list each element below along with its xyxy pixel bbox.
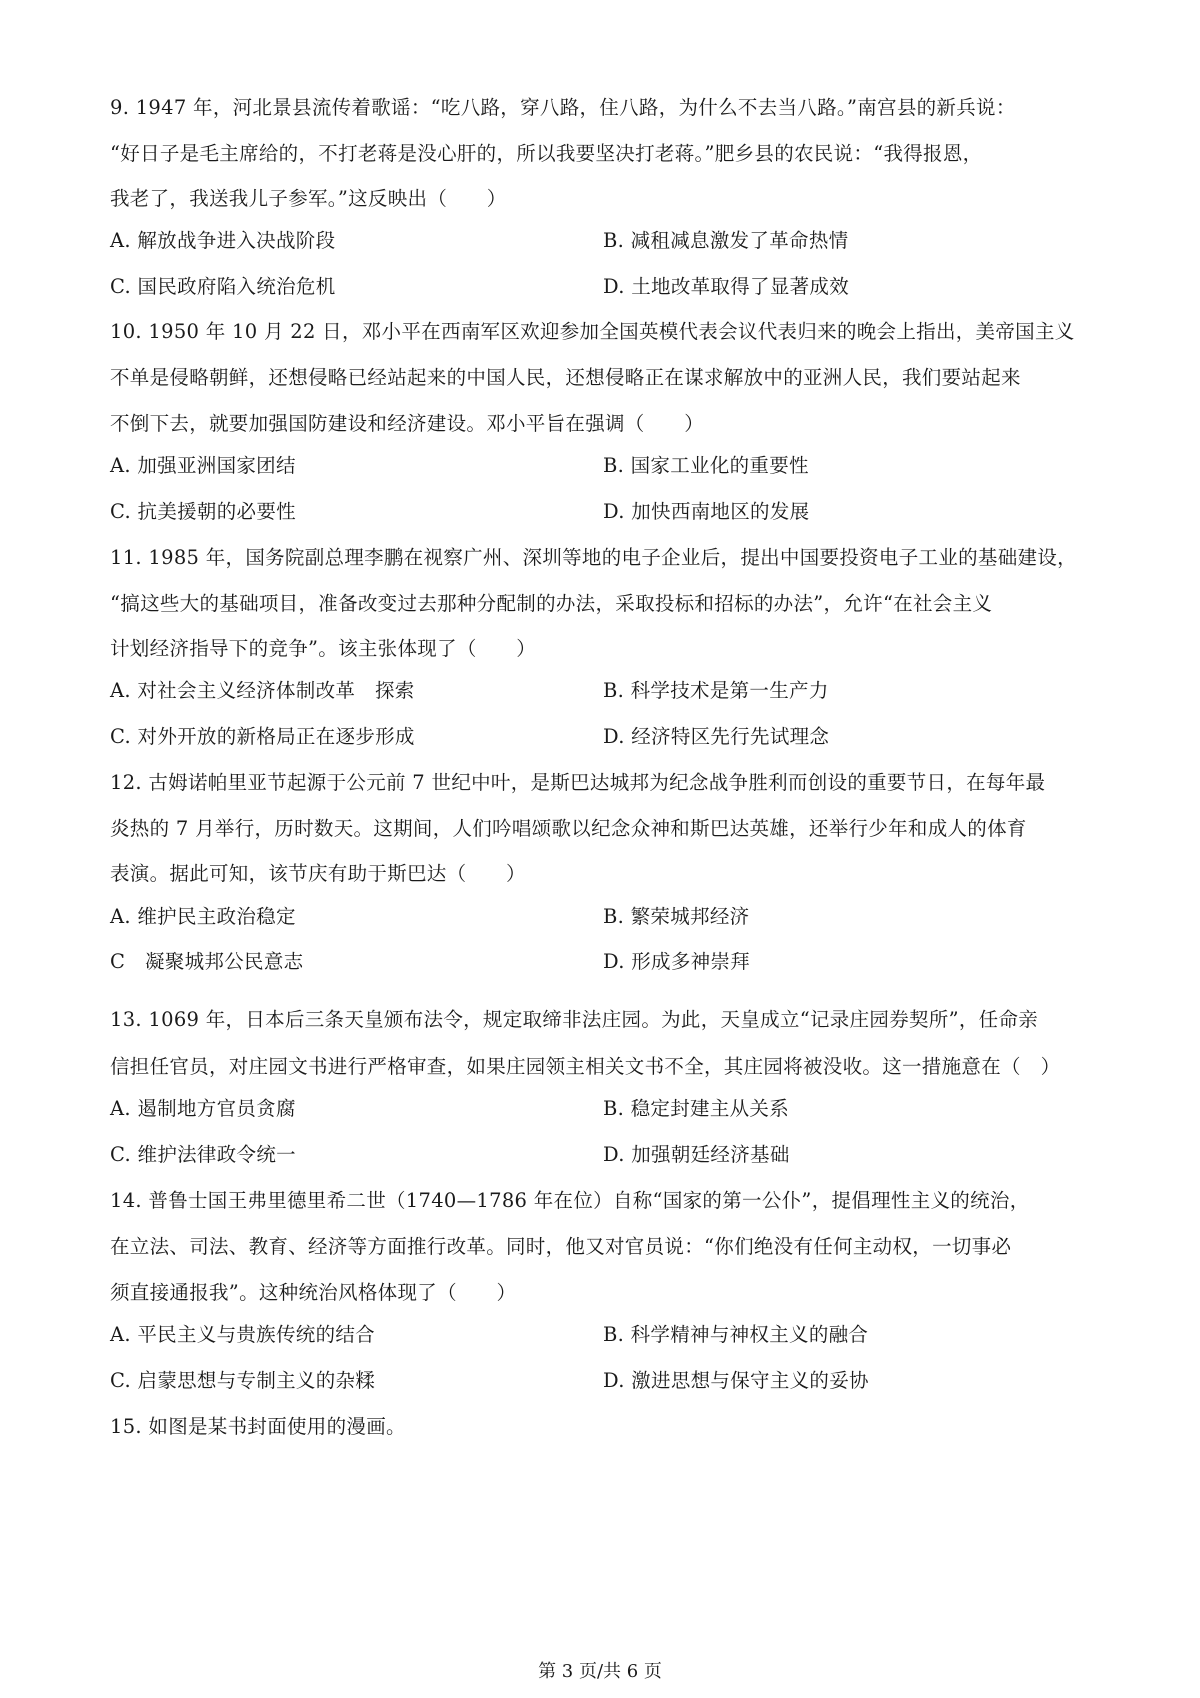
q10-stem-line-3: 不倒下去，就要加强国防建设和经济建设。邓小平旨在强调（ ） <box>110 412 705 435</box>
q11-option-b: B. 科学技术是第一生产力 <box>603 679 829 702</box>
q9-option-d: D. 土地改革取得了显著成效 <box>603 275 850 298</box>
q13-option-d: D. 加强朝廷经济基础 <box>603 1143 790 1166</box>
q9-option-a: A. 解放战争进入决战阶段 <box>110 229 336 252</box>
q10-option-d: D. 加快西南地区的发展 <box>603 500 810 523</box>
q11-option-c: C. 对外开放的新格局正在逐步形成 <box>110 725 415 748</box>
q9-option-c: C. 国民政府陷入统治危机 <box>110 275 336 298</box>
q12-stem-line-1: 12. 古姆诺帕里亚节起源于公元前 7 世纪中叶，是斯巴达城邦为纪念战争胜利而创设的重要节日，在每年最 <box>110 771 1046 794</box>
q13-stem-line-2: 信担任官员，对庄园文书进行严格审查，如果庄园领主相关文书不全，其庄园将被没收。这一措施意在（ ） <box>110 1055 1061 1078</box>
q9-stem-line-3: 我老了，我送我儿子参军。”这反映出（ ） <box>110 187 507 210</box>
q9-stem-line-2: “好日子是毛主席给的，不打老蒋是没心肝的，所以我要坚决打老蒋。”肥乡县的农民说：“我得报恩， <box>110 142 983 165</box>
q10-option-c: C. 抗美援朝的必要性 <box>110 500 296 523</box>
q12-option-a: A. 维护民主政治稳定 <box>110 905 296 928</box>
q14-option-c: C. 启蒙思想与专制主义的杂糅 <box>110 1369 376 1392</box>
q14-stem-line-3: 须直接通报我”。这种统治风格体现了（ ） <box>110 1281 517 1304</box>
q11-stem-line-2: “搞这些大的基础项目，准备改变过去那种分配制的办法，采取投标和招标的办法”，允许“在社会主义 <box>110 592 993 615</box>
q9-stem-line-1: 9. 1947 年，河北景县流传着歌谣：“吃八路，穿八路，住八路，为什么不去当八路。”南宫县的新兵说： <box>110 96 1016 119</box>
q12-option-d: D. 形成多神崇拜 <box>603 950 751 973</box>
q12-stem-line-2: 炎热的 7 月举行，历时数天。这期间，人们吟唱颂歌以纪念众神和斯巴达英雄，还举行少年和成人的体育 <box>110 817 1027 840</box>
q13-option-c: C. 维护法律政令统一 <box>110 1143 296 1166</box>
q11-option-d: D. 经济特区先行先试理念 <box>603 725 830 748</box>
q12-option-b: B. 繁荣城邦经济 <box>603 905 750 928</box>
q11-option-a: A. 对社会主义经济体制改革 探索 <box>110 679 415 702</box>
q11-stem-line-1: 11. 1985 年，国务院副总理李鹏在视察广州、深圳等地的电子企业后，提出中国要投资电子工业的基础建设， <box>110 546 1077 569</box>
q11-stem-line-3: 计划经济指导下的竞争”。该主张体现了（ ） <box>110 637 537 660</box>
q9-option-b: B. 减租减息激发了革命热情 <box>603 229 849 252</box>
q14-stem-line-2: 在立法、司法、教育、经济等方面推行改革。同时，他又对官员说：“你们绝没有任何主动权，一切事必 <box>110 1235 1012 1258</box>
q13-stem-line-1: 13. 1069 年，日本后三条天皇颁布法令，规定取缔非法庄园。为此，天皇成立“记录庄园券契所”，任命亲 <box>110 1008 1039 1031</box>
q12-option-c: C 凝聚城邦公民意志 <box>110 950 304 973</box>
q14-stem-line-1: 14. 普鲁士国王弗里德里希二世（1740—1786 年在位）自称“国家的第一公仆”，提倡理性主义的统治， <box>110 1189 1030 1212</box>
q13-option-a: A. 遏制地方官员贪腐 <box>110 1097 296 1120</box>
q13-option-b: B. 稳定封建主从关系 <box>603 1097 790 1120</box>
q12-stem-line-3: 表演。据此可知，该节庆有助于斯巴达（ ） <box>110 862 526 885</box>
q10-option-a: A. 加强亚洲国家团结 <box>110 454 296 477</box>
q14-option-d: D. 激进思想与保守主义的妥协 <box>603 1369 869 1392</box>
q14-option-a: A. 平民主义与贵族传统的结合 <box>110 1323 375 1346</box>
q15-stem-line-1: 15. 如图是某书封面使用的漫画。 <box>110 1415 406 1438</box>
page-footer: 第 3 页/共 6 页 <box>538 1661 662 1682</box>
q10-stem-line-2: 不单是侵略朝鲜，还想侵略已经站起来的中国人民，还想侵略正在谋求解放中的亚洲人民，我们要站起来 <box>110 366 1021 389</box>
q14-option-b: B. 科学精神与神权主义的融合 <box>603 1323 869 1346</box>
q10-option-b: B. 国家工业化的重要性 <box>603 454 809 477</box>
q10-stem-line-1: 10. 1950 年 10 月 22 日，邓小平在西南军区欢迎参加全国英模代表会议代表归来的晚会上指出，美帝国主义 <box>110 320 1075 343</box>
